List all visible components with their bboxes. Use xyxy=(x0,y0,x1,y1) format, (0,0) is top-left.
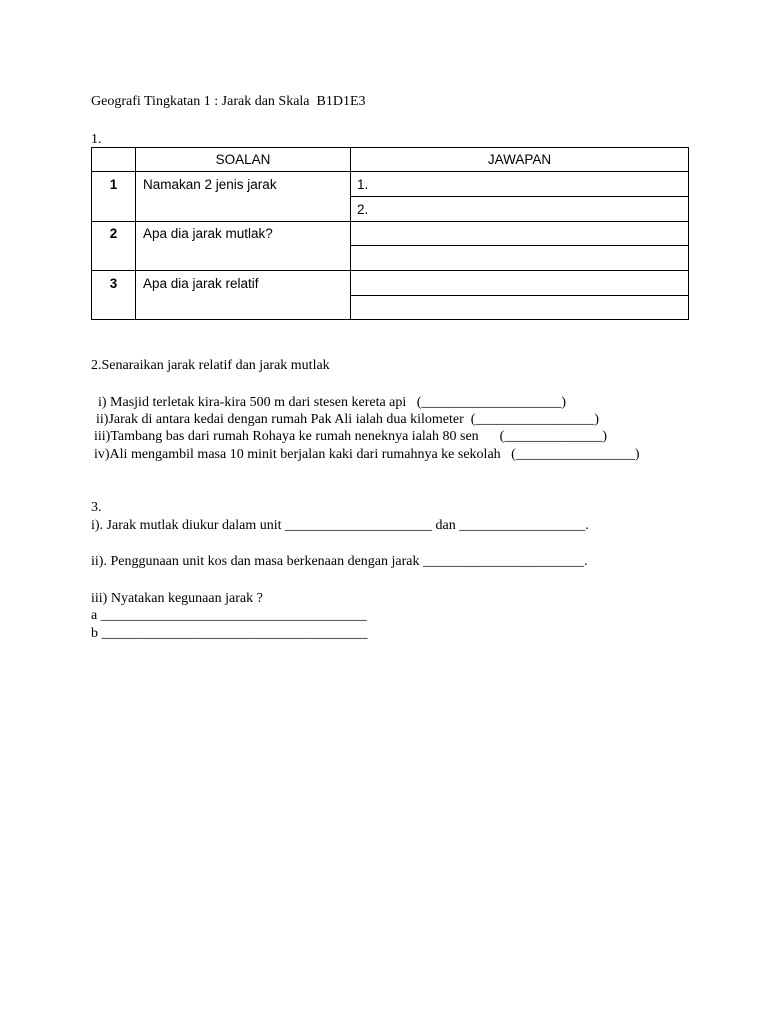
question-2-item-ii: ii)Jarak di antara kedai dengan rumah Pak Ali ialah dua kilometer (_________________) xyxy=(96,412,600,427)
row-2-answer-1[interactable] xyxy=(357,222,687,245)
question-1-number: 1. xyxy=(91,132,102,147)
row-3-answer-2[interactable] xyxy=(357,296,687,319)
question-3-part-iii: iii) Nyatakan kegunaan jarak ? xyxy=(91,591,263,606)
question-2-item-iii: iii)Tambang bas dari rumah Rohaya ke rumah neneknya ialah 80 sen (______________) xyxy=(94,429,607,444)
row-1-question: Namakan 2 jenis jarak xyxy=(143,176,277,192)
row-2-answer-2[interactable] xyxy=(357,246,687,270)
table-border-bottom xyxy=(91,319,689,320)
row-2-number: 2 xyxy=(109,226,118,241)
table-border-right xyxy=(688,147,689,320)
row-2-question: Apa dia jarak mutlak? xyxy=(143,226,273,241)
column-header-soalan: SOALAN xyxy=(215,152,271,167)
row-3-answer-1[interactable] xyxy=(357,271,687,295)
table-col-divider-question xyxy=(350,147,351,320)
row-1-answer-1[interactable]: 1. xyxy=(357,176,369,192)
question-2-item-i: i) Masjid terletak kira-kira 500 m dari stesen kereta api (____________________) xyxy=(98,395,567,410)
column-header-jawapan: JAWAPAN xyxy=(487,152,552,167)
question-3-answer-line-b: b ______________________________________ xyxy=(91,626,368,641)
question-3-part-i: i). Jarak mutlak diukur dalam unit _____________________ dan __________________. xyxy=(91,518,589,533)
row-3-question: Apa dia jarak relatif xyxy=(143,275,259,291)
question-3-answer-line-a: a ______________________________________ xyxy=(91,608,367,623)
page-title: Geografi Tingkatan 1 : Jarak dan Skala B1D1E3 xyxy=(91,94,366,109)
question-3-number: 3. xyxy=(91,500,102,515)
question-1-table xyxy=(91,147,689,320)
question-3-part-ii: ii). Penggunaan unit kos dan masa berkenaan dengan jarak _______________________. xyxy=(91,554,588,569)
row-3-number: 3 xyxy=(109,275,118,291)
question-2-heading: 2.Senaraikan jarak relatif dan jarak mutlak xyxy=(91,358,330,373)
table-col-divider-no xyxy=(135,147,136,320)
question-2-item-iv: iv)Ali mengambil masa 10 minit berjalan kaki dari rumahnya ke sekolah (_________________) xyxy=(94,447,640,462)
row-1-answer-2[interactable]: 2. xyxy=(357,201,369,217)
row-1-number: 1 xyxy=(109,176,118,192)
